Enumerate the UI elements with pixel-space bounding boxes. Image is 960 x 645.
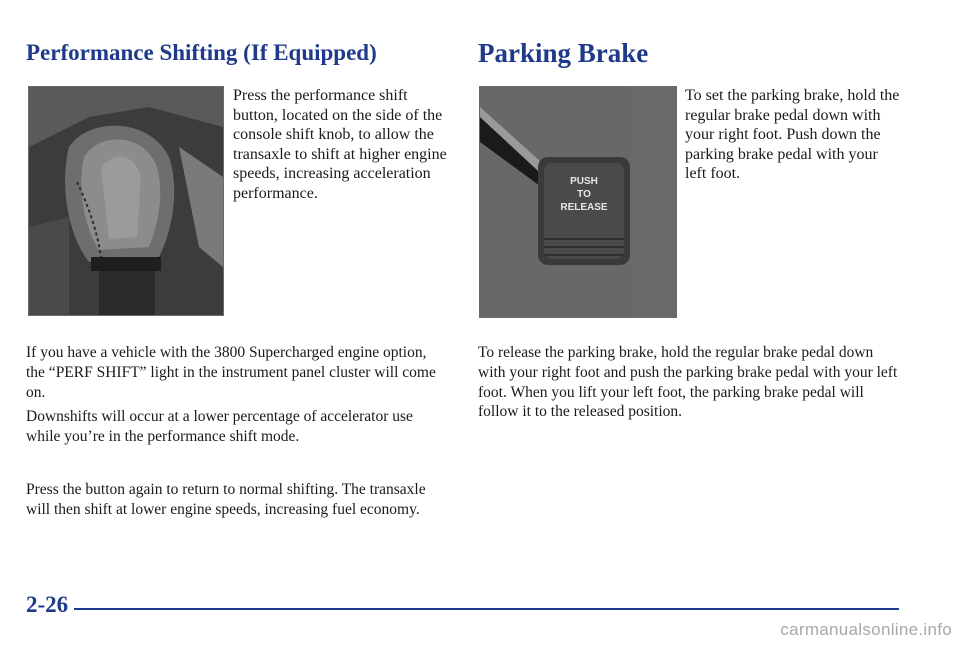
footer-rule (74, 608, 899, 610)
performance-paragraph: Press the button again to return to normal shifting. The transaxle will then shift at lower engine speeds, increasing fuel economy. (26, 481, 426, 518)
push-to-release-label (546, 175, 622, 214)
release-label-line2: TO (577, 189, 591, 200)
release-label-line1: PUSH (570, 176, 598, 187)
performance-intro-text: Press the performance shift button, located on the side of the console shift knob, to allow the transaxle to shift at higher engine speeds, increasing acceleration performance. (233, 87, 447, 202)
site-watermark: carmanualsonline.info (780, 620, 952, 639)
release-label-line3: RELEASE (560, 202, 608, 213)
parking-brake-heading: Parking Brake (478, 38, 649, 68)
page-number: 2-26 (26, 592, 69, 617)
parking-paragraph: To release the parking brake, hold the regular brake pedal down with your right foot and push the parking brake pedal with your left foot. When you lift your left foot, the parking brake pedal will follow it to the released position. (478, 344, 898, 421)
performance-paragraph: Downshifts will occur at a lower percentage of accelerator use while you’re in the performance shift mode. (26, 408, 413, 445)
parking-brake-photo (479, 86, 677, 318)
shift-knob-photo (28, 86, 224, 316)
performance-shifting-heading: Performance Shifting (If Equipped) (26, 40, 377, 65)
shift-knob-illustration (29, 87, 223, 315)
parking-intro-text: To set the parking brake, hold the regular brake pedal down with your right foot. Push down the parking brake pedal with your left foot. (685, 87, 900, 182)
performance-paragraph: If you have a vehicle with the 3800 Supercharged engine option, the “PERF SHIFT” light in the instrument panel cluster will come on. (26, 344, 436, 401)
